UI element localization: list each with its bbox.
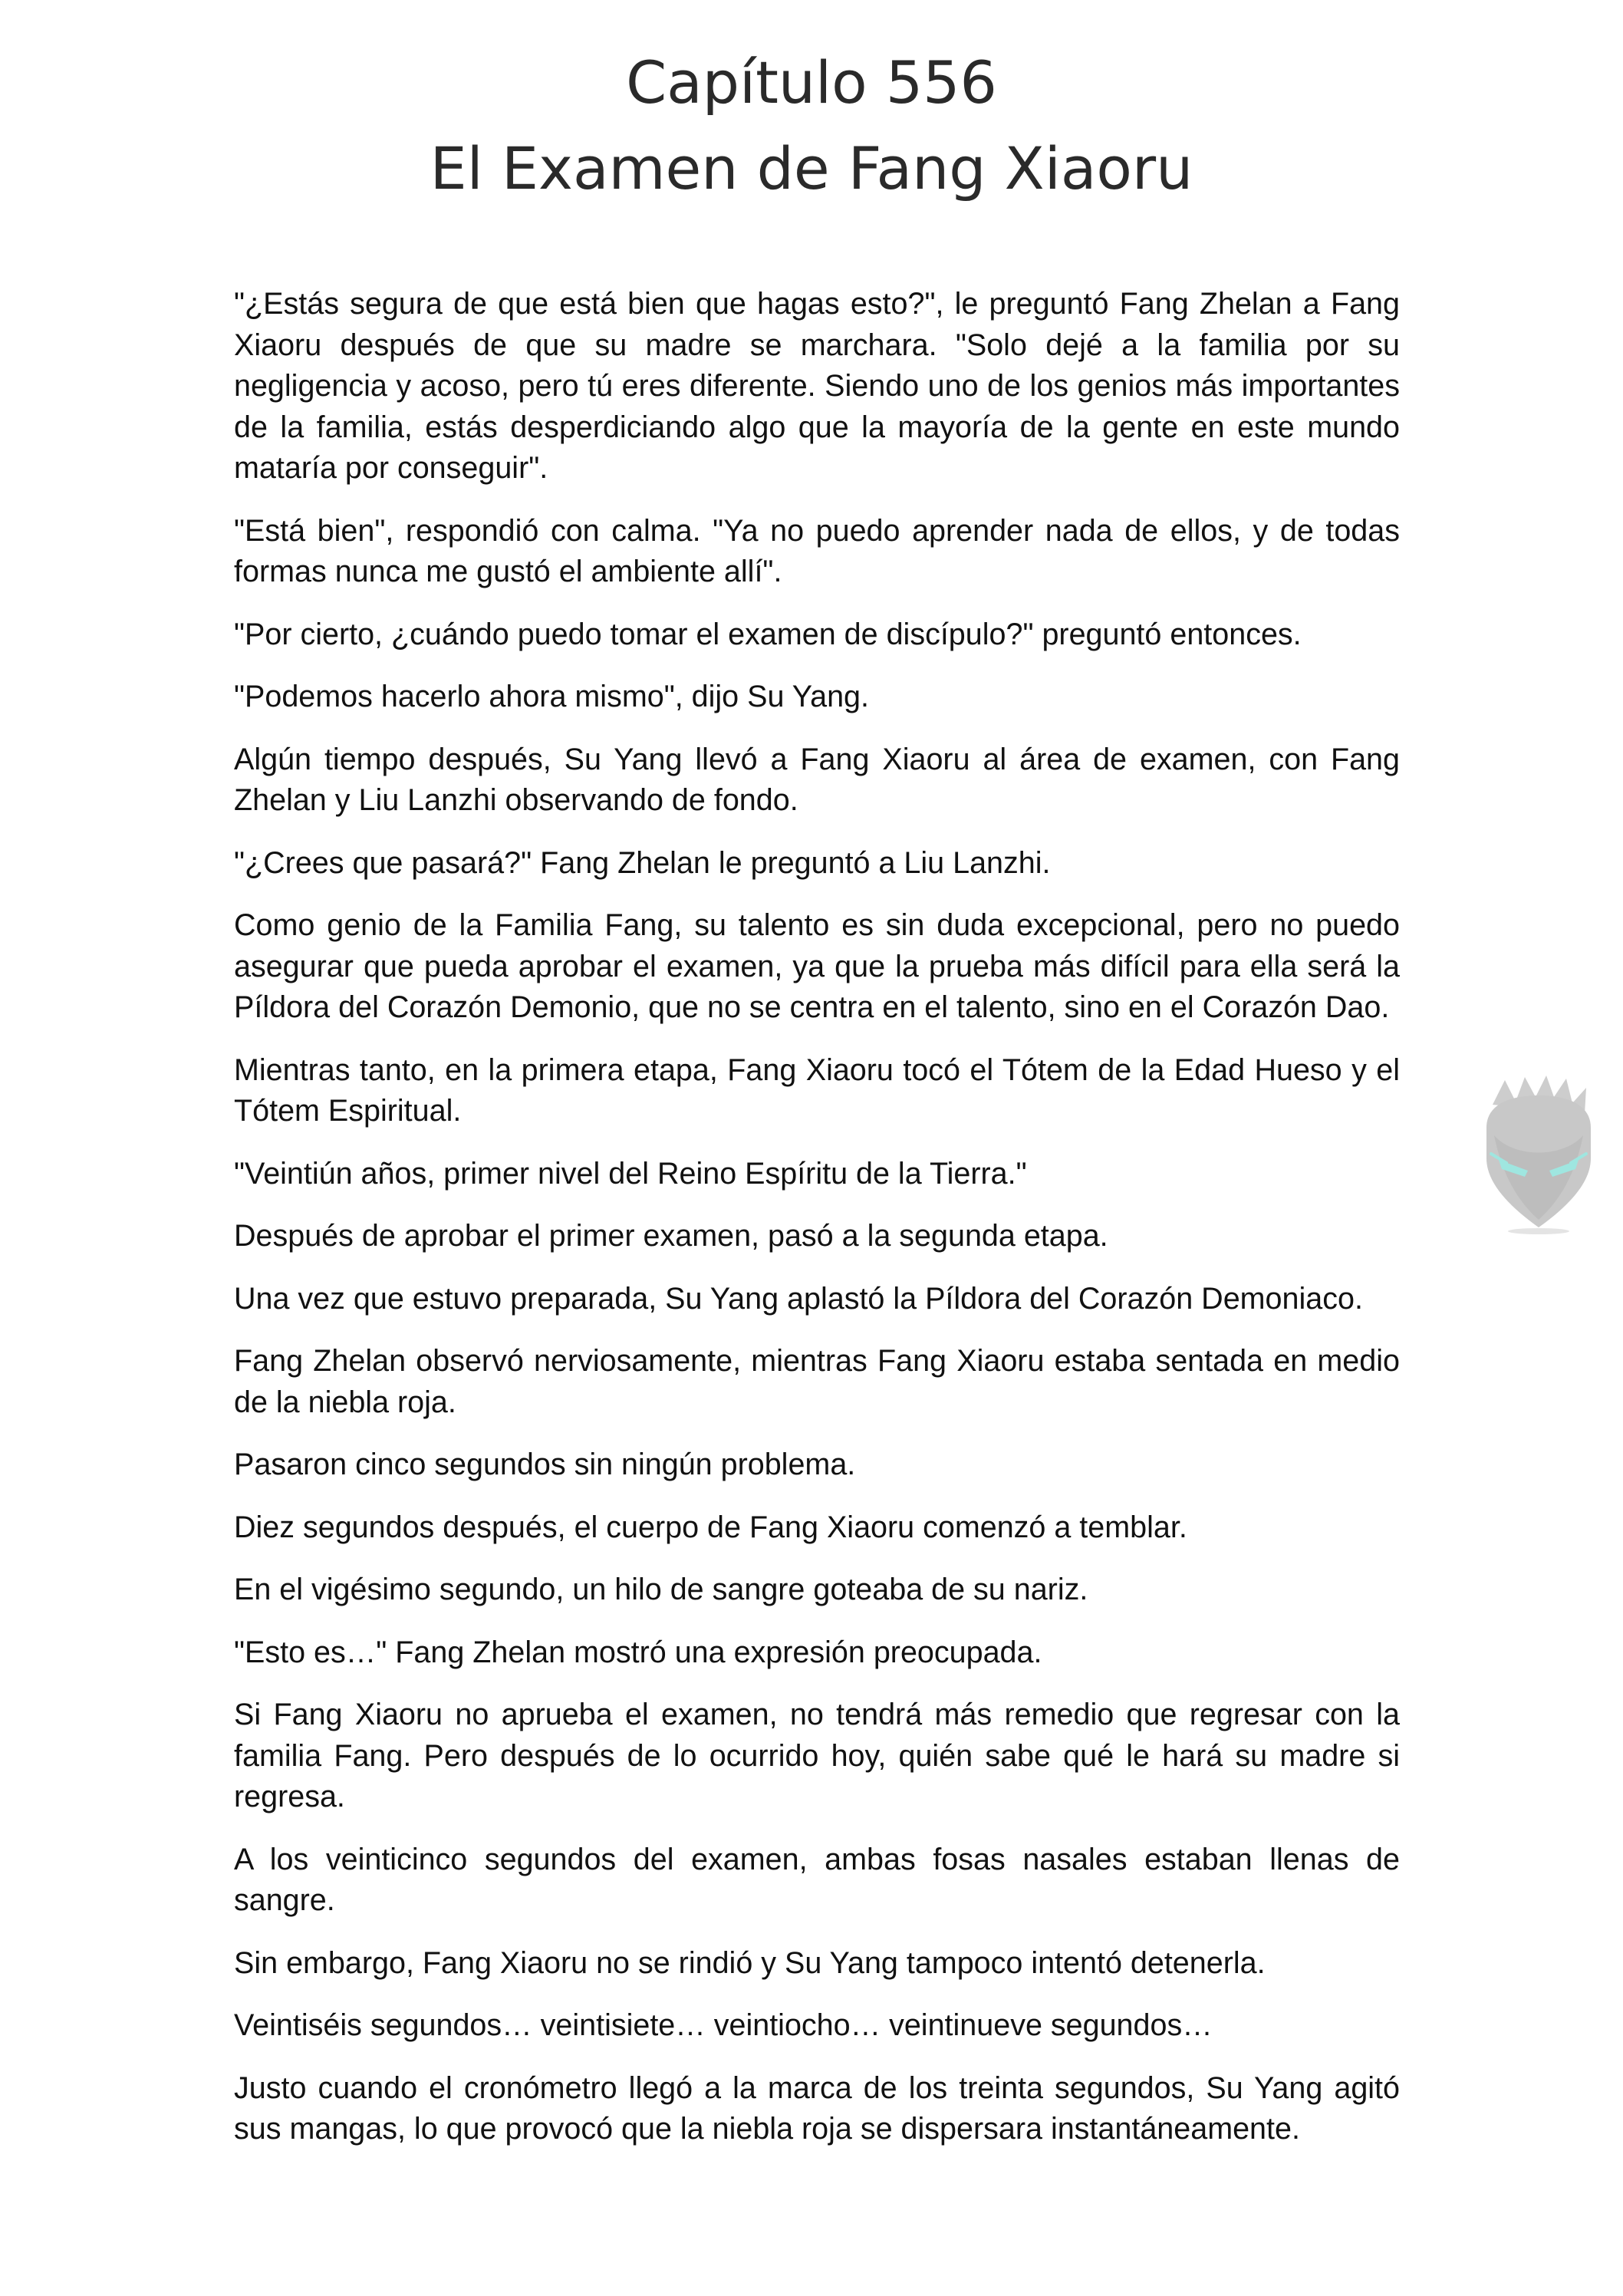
paragraph: A los veinticinco segundos del examen, ambas fosas nasales estaban llenas de sangre. [234, 1842, 1400, 1917]
paragraph: "Está bien", respondió con calma. "Ya no puedo aprender nada de ellos, y de todas formas nunca me gustó el ambiente allí". [234, 513, 1400, 588]
paragraph: "Podemos hacerlo ahora mismo", dijo Su Yang. [234, 680, 869, 713]
paragraph: Mientras tanto, en la primera etapa, Fang Xiaoru tocó el Tótem de la Edad Hueso y el Tótem Espiritual. [234, 1052, 1400, 1128]
paragraph: Después de aprobar el primer examen, pasó a la segunda etapa. [234, 1219, 1108, 1253]
paragraph: Algún tiempo después, Su Yang llevó a Fang Xiaoru al área de examen, con Fang Zhelan y Liu Lanzhi observando de fondo. [234, 742, 1400, 817]
paragraph: "Esto es…" Fang Zhelan mostró una expresión preocupada. [234, 1635, 1042, 1669]
paragraph: Una vez que estuvo preparada, Su Yang aplastó la Píldora del Corazón Demoniaco. [234, 1281, 1363, 1316]
paragraph: Justo cuando el cronómetro llegó a la marca de los treinta segundos, Su Yang agitó sus mangas, lo que provocó que la niebla roja se dispersara instantáneamente. [234, 2070, 1400, 2146]
paragraph: "¿Crees que pasará?" Fang Zhelan le preguntó a Liu Lanzhi. [234, 845, 1051, 880]
chapter-title: El Examen de Fang Xiaoru [430, 134, 1193, 203]
paragraph: Si Fang Xiaoru no aprueba el examen, no tendrá más remedio que regresar con la familia Fang. Pero después de lo ocurrido hoy, quién sabe qué le hará su madre si regresa. [234, 1698, 1400, 1813]
paragraph: Sin embargo, Fang Xiaoru no se rindió y Su Yang tampoco intentó detenerla. [234, 1945, 1266, 1980]
paragraph: Pasaron cinco segundos sin ningún problema. [234, 1448, 856, 1481]
paragraph: "¿Estás segura de que está bien que hagas esto?", le preguntó Fang Zhelan a Fang Xiaoru después de que su madre se marchara. "Solo dejé a la familia por su negligencia y acoso, pero tú eres diferente. Siendo uno de los genios más importantes de la familia, estás desperdiciando algo que la mayoría de la gente en este mundo mataría por conseguir". [234, 287, 1400, 485]
paragraph: "Por cierto, ¿cuándo puedo tomar el examen de discípulo?" preguntó entonces. [234, 617, 1302, 651]
paragraph: Diez segundos después, el cuerpo de Fang Xiaoru comenzó a temblar. [234, 1510, 1187, 1544]
paragraph: "Veintiún años, primer nivel del Reino Espíritu de la Tierra." [234, 1156, 1027, 1191]
demon-head-icon [1471, 1074, 1606, 1235]
chapter-number: Capítulo 556 [626, 48, 997, 117]
chapter-body [234, 284, 1400, 2172]
paragraph: En el vigésimo segundo, un hilo de sangre goteaba de su nariz. [234, 1573, 1088, 1606]
paragraph: Fang Zhelan observó nerviosamente, mientras Fang Xiaoru estaba sentada en medio de la niebla roja. [234, 1344, 1400, 1419]
chapter-header [0, 40, 1623, 212]
paragraph: Veintiséis segundos… veintisiete… veintiocho… veintinueve segundos… [234, 2008, 1213, 2042]
paragraph: Como genio de la Familia Fang, su talento es sin duda excepcional, pero no puedo asegurar que pueda aprobar el examen, ya que la prueba más difícil para ella será la Píldora del Corazón Demonio, que no se centra en el talento, sino en el Corazón Dao. [234, 908, 1400, 1024]
